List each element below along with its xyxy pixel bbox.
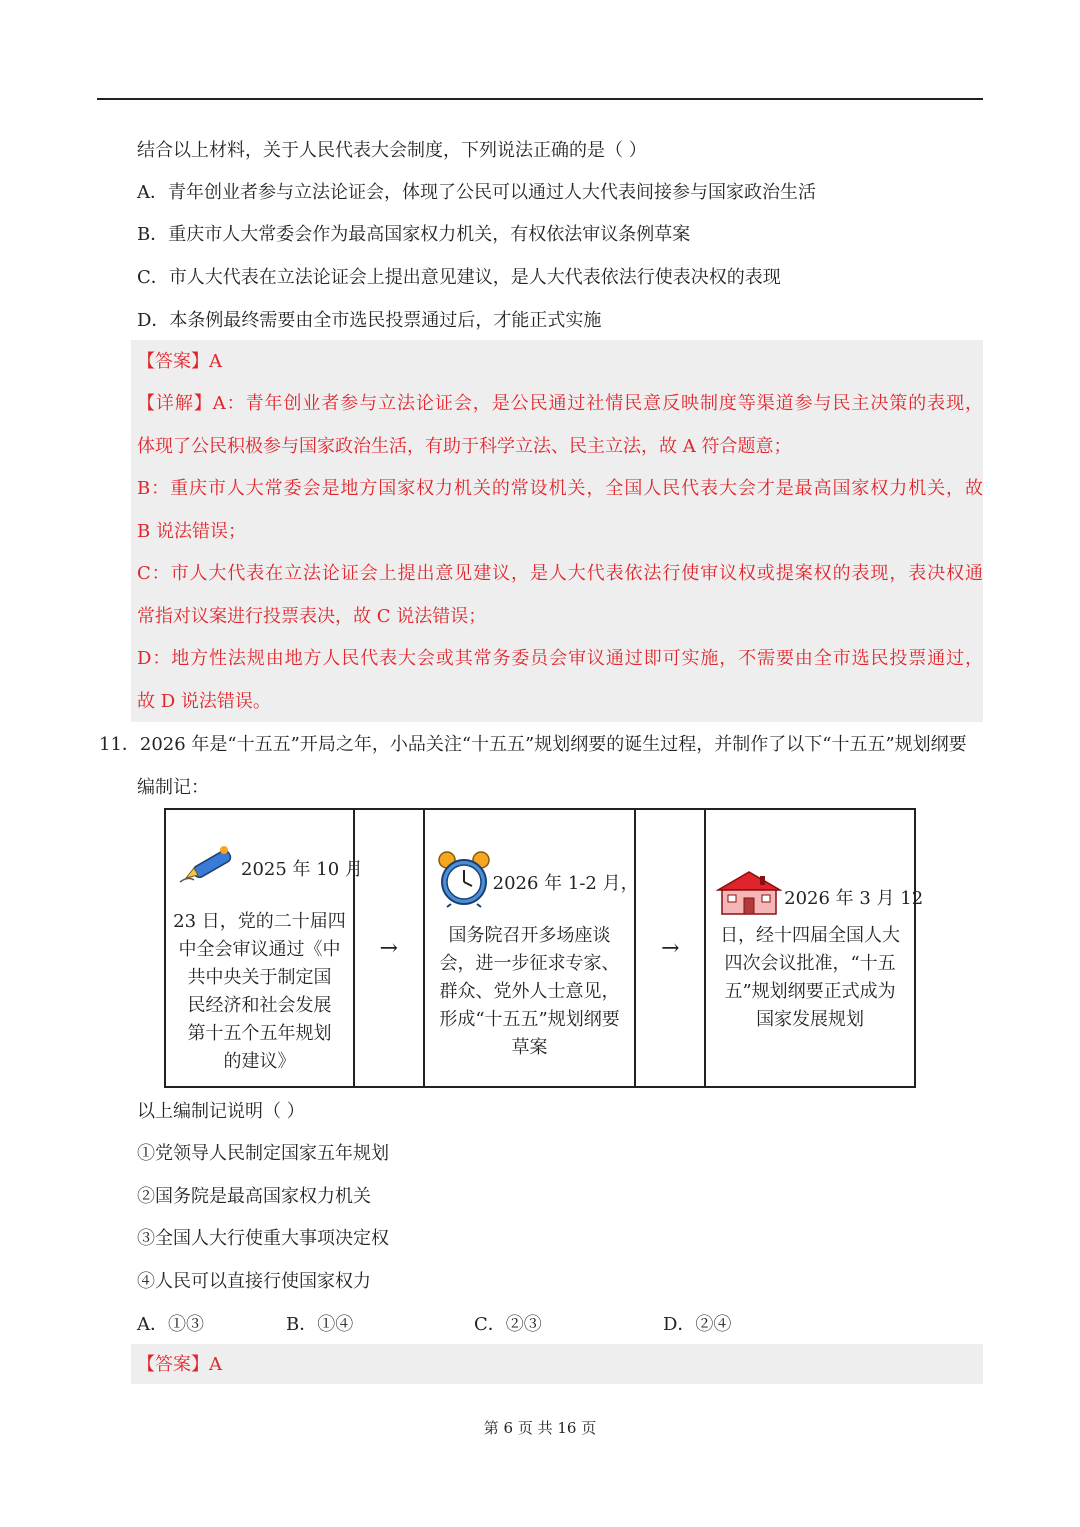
step-2-line: 群众、党外人士意见，: [439, 981, 620, 1002]
page-footer: 第 6 页 共 16 页: [483, 1419, 597, 1437]
step-3-line: 五”规划纲要正式成为: [724, 981, 896, 1002]
house-icon: [716, 870, 782, 916]
q10-detail-line-4: B 说法错误；: [137, 521, 246, 542]
detail-label: 【详解】: [137, 393, 213, 414]
q10-option-b: B．重庆市人大常委会作为最高国家权力机关，有权依法审议条例草案: [137, 224, 691, 245]
q11-choice-c: C．②③: [474, 1314, 542, 1335]
arrow-icon: →: [379, 935, 399, 961]
q10-stem: 结合以上材料，关于人民代表大会制度，下列说法正确的是（ ）: [137, 140, 647, 161]
step-1-line: 共中央关于制定国: [187, 967, 332, 988]
answer-label: 【答案】: [137, 351, 209, 372]
step-1-date: 2025 年 10 月: [241, 859, 363, 880]
q11-statement-3: ③全国人大行使重大事项决定权: [137, 1228, 389, 1249]
step-1-line: 民经济和社会发展: [187, 995, 332, 1016]
timeline-arrow-2: [636, 810, 706, 1086]
timeline-step-2: [425, 810, 637, 1086]
timeline-step-3: [706, 810, 924, 1086]
step-2-line: 形成“十五五”规划纲要: [439, 1009, 620, 1030]
q11-question: 以上编制记说明（ ）: [137, 1101, 305, 1122]
q11-statement-1: ①党领导人民制定国家五年规划: [137, 1143, 389, 1164]
q11-timeline-table: [164, 808, 924, 1088]
q11-statement-4: ④人民可以直接行使国家权力: [137, 1271, 371, 1292]
q10-detail-line-2: 体现了公民积极参与国家政治生活，有助于科学立法、民主立法，故 A 符合题意；: [137, 436, 792, 457]
q11-answer: [137, 1353, 222, 1377]
q10-answer: [137, 350, 222, 374]
q10-answer-block: [131, 340, 983, 722]
q11-choice-a: A．①③: [137, 1314, 204, 1335]
header-rule: [97, 98, 983, 100]
step-1-text: [166, 908, 353, 1076]
timeline-step-1: [166, 810, 363, 1086]
timeline-arrow-1: [355, 810, 425, 1086]
q10-detail-line-1: [137, 392, 983, 416]
q10-detail-line-8: 故 D 说法错误。: [137, 691, 271, 712]
q11-statement-2: ②国务院是最高国家权力机关: [137, 1186, 371, 1207]
arrow-icon: →: [661, 935, 680, 961]
step-3-line: 国家发展规划: [756, 1009, 865, 1030]
step-2-line: 国务院召开多场座谈: [448, 925, 611, 946]
step-2-line: 草案: [511, 1037, 548, 1058]
step-3-line: 四次会议批准，“十五: [724, 953, 896, 974]
q11-stem-line-1: 11．2026 年是“十五五”开局之年，小品关注“十五五”规划纲要的诞生过程，并制作了以下“十五五”规划纲要: [99, 734, 967, 755]
q10-option-d: D．本条例最终需要由全市选民投票通过后，才能正式实施: [137, 310, 602, 331]
pen-icon: [178, 842, 236, 886]
q11-answer-block: [131, 1344, 983, 1384]
q10-option-c: C．市人大代表在立法论证会上提出意见建议，是人大代表依法行使表决权的表现: [137, 267, 781, 288]
step-2-line: 会，进一步征求专家、: [439, 953, 620, 974]
detail-text: A：青年创业者参与立法论证会，是公民通过社情民意反映制度等渠道参与民主决策的表现，: [212, 393, 984, 414]
answer-label: 【答案】: [137, 1354, 209, 1375]
step-3-line: 日，经十四届全国人大: [720, 925, 901, 946]
step-2-date: 2026 年 1-2 月，: [492, 873, 639, 894]
step-3-date: 2026 年 3 月 12: [784, 888, 924, 909]
step-1-line: 第十五个五年规划: [187, 1023, 332, 1044]
step-1-line: 的建议》: [223, 1051, 296, 1072]
step-1-line: 23 日，党的二十届四: [173, 911, 346, 932]
answer-value: A: [209, 1354, 222, 1375]
q11-choice-b: B．①④: [286, 1314, 354, 1335]
q11-stem-line-2: 编制记：: [137, 777, 209, 798]
step-3-text: [706, 922, 914, 1034]
q10-option-a: A．青年创业者参与立法论证会，体现了公民可以通过人大代表间接参与国家政治生活: [137, 182, 816, 203]
step-2-text: [425, 922, 635, 1062]
q11-choice-d: D．②④: [663, 1314, 732, 1335]
q10-detail-line-5: C：市人大代表在立法论证会上提出意见建议，是人大代表依法行使审议权或提案权的表现，表决权通: [137, 563, 983, 584]
alarm-clock-icon: [435, 850, 493, 908]
q10-detail-line-7: D：地方性法规由地方人民代表大会或其常务委员会审议通过即可实施，不需要由全市选民投票通过，: [137, 648, 983, 669]
q10-detail-line-6: 常指对议案进行投票表决，故 C 说法错误；: [137, 606, 487, 627]
answer-value: A: [209, 351, 222, 372]
step-1-line: 中全会审议通过《中: [178, 939, 341, 960]
q10-detail-line-3: B：重庆市人大常委会是地方国家权力机关的常设机关，全国人民代表大会才是最高国家权力机关，故: [137, 478, 983, 499]
